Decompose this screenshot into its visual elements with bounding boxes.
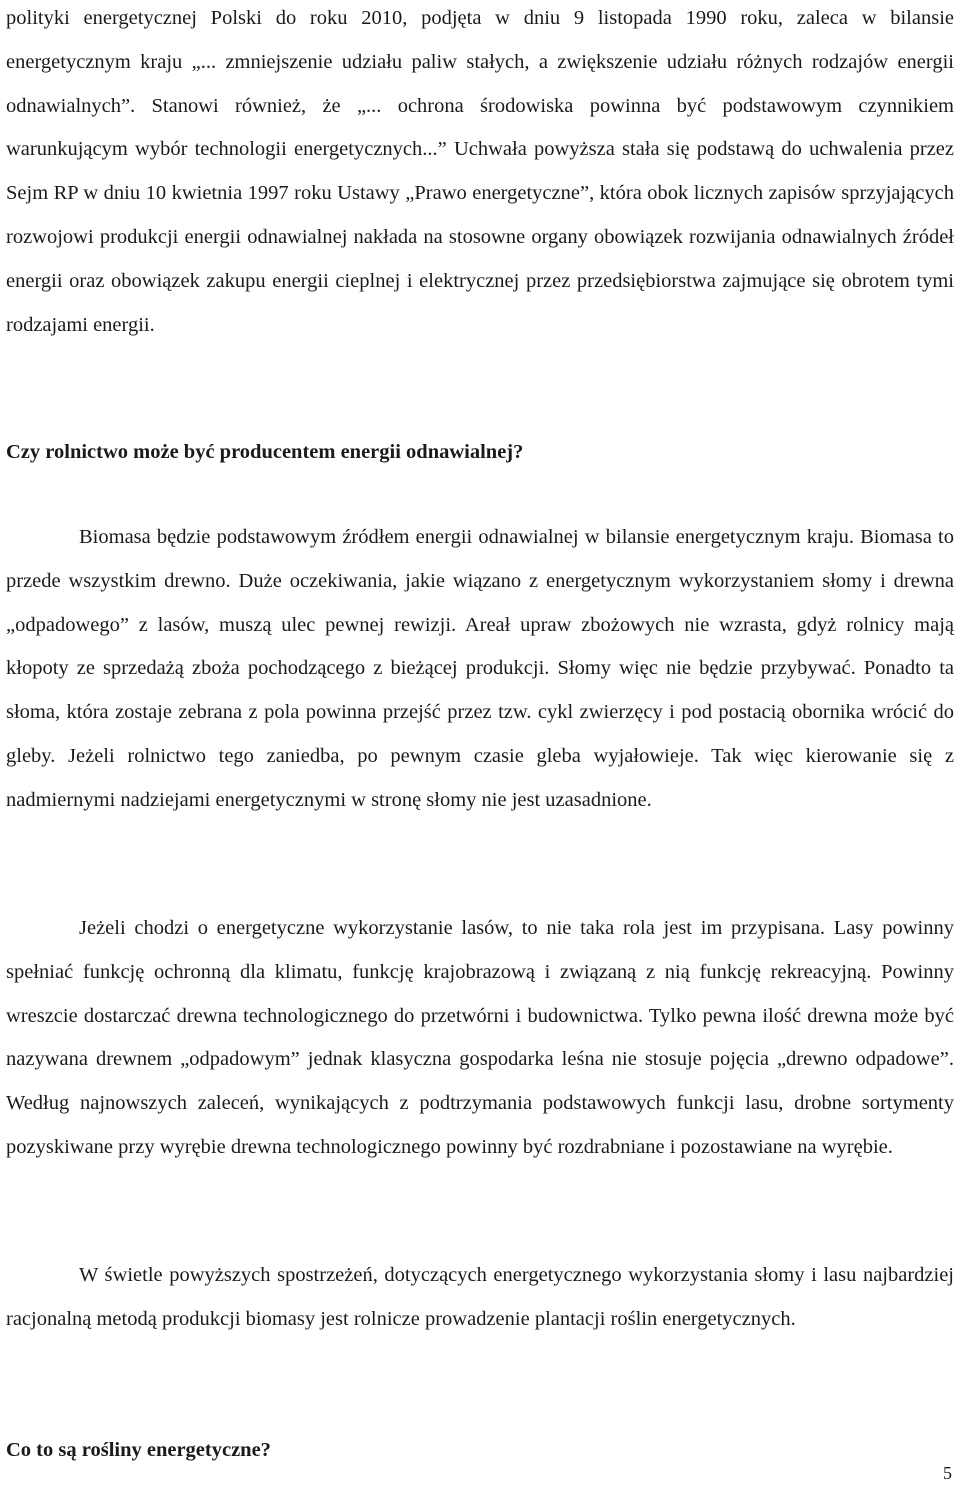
paragraph-conclusion: W świetle powyższych spostrzeżeń, dotyczących energetycznego wykorzystania słomy i lasu najbardziej racjonalną metodą produkcji biomasy jest rolnicze prowadzenie plantacji roślin energetycznych. — [6, 1264, 954, 1330]
section-heading-agriculture: Czy rolnictwo może być producentem energii odnawialnej? — [6, 441, 524, 463]
section-heading-energy-plants: Co to są rośliny energetyczne? — [6, 1439, 271, 1461]
paragraph-energy-policy: polityki energetycznej Polski do roku 2010, podjęta w dniu 9 listopada 1990 roku, zaleca w bilansie energetycznym kraju „... zmniejszenie udziału paliw stałych, a zwiększenie udziału różnych rodzajów energii odnawialnych”. Stanowi również, że „... ochrona środowiska powinna być podstawowym czynnikiem warunkującym wybór technologii energetycznych...” Uchwała powyższa stała się podstawą do uchwalenia przez Sejm RP w dniu 10 kwietnia 1997 roku Ustawy „Prawo energetyczne”, która obok licznych zapisów sprzyjających rozwojowi produkcji energii odnawialnej nakłada na stosowne organy obowiązek rozwijania odnawialnych źródeł energii oraz obowiązek zakupu energii cieplnej i elektrycznej przez przedsiębiorstwa zajmujące się obrotem tymi rodzajami energii. — [6, 7, 954, 336]
paragraph-forests: Jeżeli chodzi o energetyczne wykorzystanie lasów, to nie taka rola jest im przypisana. Lasy powinny spełniać funkcję ochronną dla klimatu, funkcję krajobrazową i związaną z nią funkcję rekreacyjną. Powinny wreszcie dostarczać drewna technologicznego do przetwórni i budownictwa. Tylko pewna ilość drewna może być nazywana drewnem „odpadowym” jednak klasyczna gospodarka leśna nie stosuje pojęcia „drewno odpadowe”. Według najnowszych zaleceń, wynikających z podtrzymania podstawowych funkcji lasu, drobne sortymenty pozyskiwane przy wyrębie drewna technologicznego powinny być rozdrabniane i pozostawiane na wyrębie. — [6, 917, 954, 1158]
page-number: 5 — [943, 1463, 952, 1483]
paragraph-biomass-straw: Biomasa będzie podstawowym źródłem energii odnawialnej w bilansie energetycznym kraju. Biomasa to przede wszystkim drewno. Duże oczekiwania, jakie wiązano z energetycznym wykorzystaniem słomy i drewna „odpadowego” z lasów, muszą ulec pewnej rewizji. Areał upraw zbożowych nie wzrasta, gdyż rolnicy mają kłopoty ze sprzedażą zboża pochodzącego z bieżącej produkcji. Słomy więc nie będzie przybywać. Ponadto ta słoma, która zostaje zebrana z pola powinna przejść przez tzw. cykl zwierzęcy i pod postacią obornika wrócić do gleby. Jeżeli rolnictwo tego zaniedba, po pewnym czasie gleba wyjałowieje. Tak więc kierowanie się z nadmiernymi nadziejami energetycznymi w stronę słomy nie jest uzasadnione. — [6, 526, 954, 811]
